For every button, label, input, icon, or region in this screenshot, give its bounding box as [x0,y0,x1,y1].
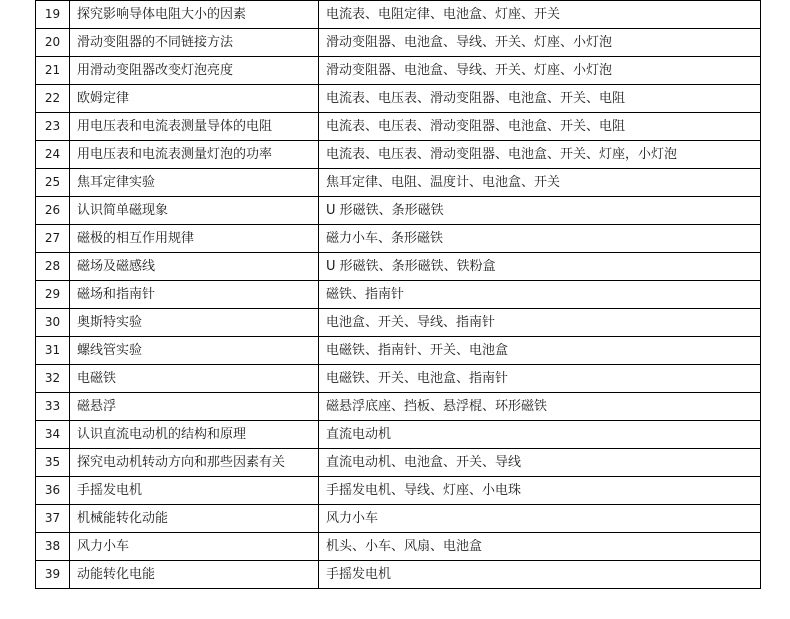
row-number: 26 [36,197,70,225]
equipment-list: 机头、小车、风扇、电池盒 [319,533,761,561]
experiment-name: 螺线管实验 [70,337,319,365]
row-number: 29 [36,281,70,309]
equipment-list: 风力小车 [319,505,761,533]
equipment-list: 滑动变阻器、电池盒、导线、开关、灯座、小灯泡 [319,57,761,85]
row-number: 36 [36,477,70,505]
table-row [36,561,761,589]
table-row [36,253,761,281]
row-number: 37 [36,505,70,533]
row-number: 22 [36,85,70,113]
experiment-name: 探究电动机转动方向和那些因素有关 [70,449,319,477]
experiment-name: 焦耳定律实验 [70,169,319,197]
row-number: 25 [36,169,70,197]
row-number: 30 [36,309,70,337]
experiment-name: 机械能转化动能 [70,505,319,533]
equipment-list: 电磁铁、指南针、开关、电池盒 [319,337,761,365]
table-row [36,505,761,533]
experiment-name: 磁悬浮 [70,393,319,421]
row-number: 33 [36,393,70,421]
equipment-list: 手摇发电机 [319,561,761,589]
table-row [36,281,761,309]
row-number: 39 [36,561,70,589]
experiment-name: 用电压表和电流表测量导体的电阻 [70,113,319,141]
table-row [36,141,761,169]
experiment-name: 探究影响导体电阻大小的因素 [70,1,319,29]
equipment-list: 电流表、电阻定律、电池盒、灯座、开关 [319,1,761,29]
equipment-list: 磁力小车、条形磁铁 [319,225,761,253]
table-row [36,169,761,197]
row-number: 24 [36,141,70,169]
row-number: 21 [36,57,70,85]
equipment-list: 直流电动机 [319,421,761,449]
row-number: 35 [36,449,70,477]
equipment-list: 电流表、电压表、滑动变阻器、电池盒、开关、电阻 [319,113,761,141]
experiment-name: 电磁铁 [70,365,319,393]
experiment-name: 用电压表和电流表测量灯泡的功率 [70,141,319,169]
experiment-name: 磁场和指南针 [70,281,319,309]
table-row [36,421,761,449]
equipment-list: 直流电动机、电池盒、开关、导线 [319,449,761,477]
equipment-list: 电流表、电压表、滑动变阻器、电池盒、开关、灯座，小灯泡 [319,141,761,169]
equipment-list: 磁铁、指南针 [319,281,761,309]
experiment-name: 动能转化电能 [70,561,319,589]
table-row [36,85,761,113]
table-row [36,365,761,393]
experiment-table [35,0,761,589]
equipment-list: 滑动变阻器、电池盒、导线、开关、灯座、小灯泡 [319,29,761,57]
table-row [36,197,761,225]
table-row [36,393,761,421]
equipment-list: U 形磁铁、条形磁铁 [319,197,761,225]
table-row [36,113,761,141]
row-number: 19 [36,1,70,29]
row-number: 28 [36,253,70,281]
experiment-name: 手摇发电机 [70,477,319,505]
table-row [36,57,761,85]
experiment-name: 认识简单磁现象 [70,197,319,225]
equipment-list: 电流表、电压表、滑动变阻器、电池盒、开关、电阻 [319,85,761,113]
table-row [36,477,761,505]
experiment-name: 风力小车 [70,533,319,561]
table-row [36,225,761,253]
equipment-list: 手摇发电机、导线、灯座、小电珠 [319,477,761,505]
row-number: 27 [36,225,70,253]
row-number: 34 [36,421,70,449]
table-row [36,533,761,561]
table-row [36,309,761,337]
equipment-list: 焦耳定律、电阻、温度计、电池盒、开关 [319,169,761,197]
equipment-list: 磁悬浮底座、挡板、悬浮棍、环形磁铁 [319,393,761,421]
table-row [36,29,761,57]
row-number: 20 [36,29,70,57]
experiment-name: 欧姆定律 [70,85,319,113]
row-number: 23 [36,113,70,141]
table-body [36,1,761,589]
table-row [36,337,761,365]
table-row [36,1,761,29]
equipment-list: 电磁铁、开关、电池盒、指南针 [319,365,761,393]
row-number: 31 [36,337,70,365]
table-row [36,449,761,477]
experiment-name: 磁极的相互作用规律 [70,225,319,253]
experiment-name: 奥斯特实验 [70,309,319,337]
experiment-name: 滑动变阻器的不同链接方法 [70,29,319,57]
row-number: 32 [36,365,70,393]
experiment-name: 认识直流电动机的结构和原理 [70,421,319,449]
equipment-list: U 形磁铁、条形磁铁、铁粉盒 [319,253,761,281]
experiment-name: 用滑动变阻器改变灯泡亮度 [70,57,319,85]
experiment-name: 磁场及磁感线 [70,253,319,281]
row-number: 38 [36,533,70,561]
equipment-list: 电池盒、开关、导线、指南针 [319,309,761,337]
